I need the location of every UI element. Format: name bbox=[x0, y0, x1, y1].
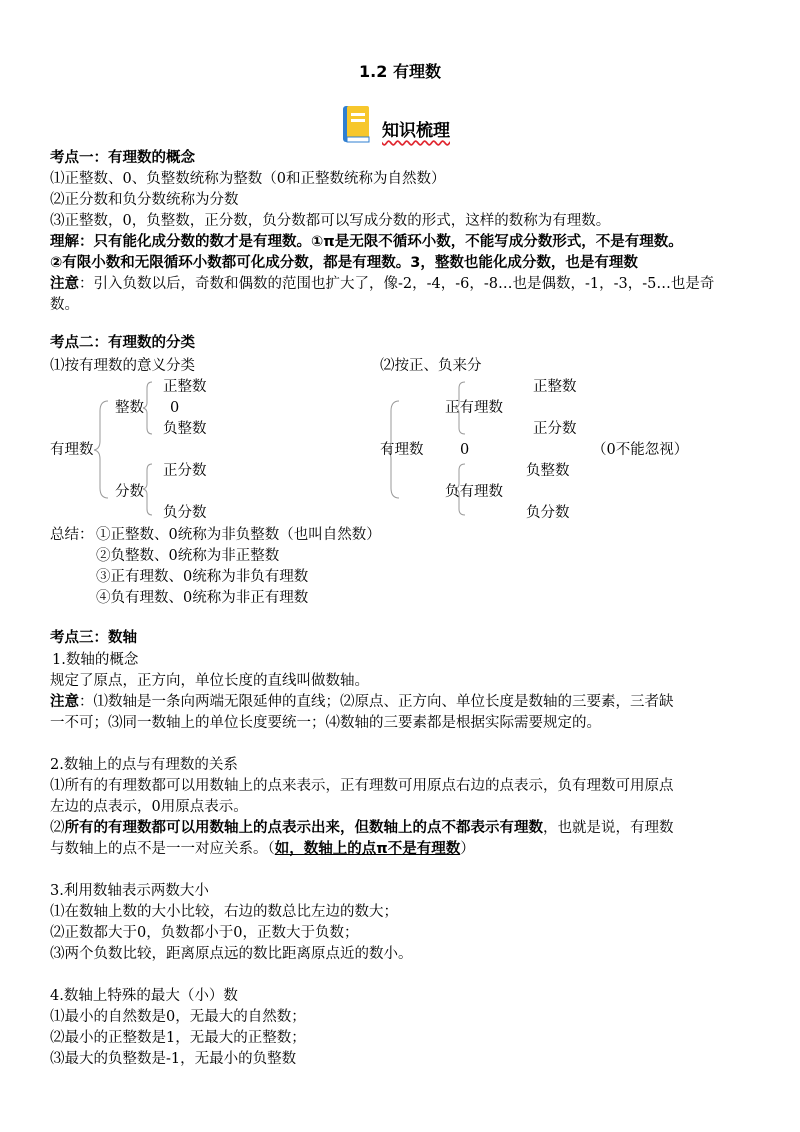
s3-p1-line-1: 规定了原点，正方向，单位长度的直线叫做数轴。 bbox=[50, 673, 369, 689]
s3-p2-title: 2.数轴上的点与有理数的关系 bbox=[50, 757, 238, 773]
page-title: 1.2 有理数 bbox=[359, 62, 441, 81]
s3-p4-line-2: ⑵最小的正整数是1，无最大的正整数； bbox=[50, 1030, 306, 1046]
s1-line-2: ⑵正分数和负分数统称为分数 bbox=[50, 192, 239, 208]
bold-span: 所有的有理数都可以用数轴上的点表示出来，但数轴上的点不都表示有理数 bbox=[64, 820, 543, 836]
summary-item: ④负有理数、0统称为非正有理数 bbox=[96, 590, 309, 606]
s1-line-3: ⑶正整数，0，负整数，正分数，负分数都可以写成分数的形式，这样的数称为有理数。 bbox=[50, 213, 611, 229]
s3-p1-title: 1.数轴的概念 bbox=[52, 652, 139, 668]
s1-understand-1: 理解：只有能化成分数的数才是有理数。①π是无限不循环小数，不能写成分数形式，不是有理数。 bbox=[50, 234, 683, 250]
right-root: 有理数 bbox=[380, 442, 424, 458]
left-fraction: 分数 bbox=[115, 484, 144, 500]
section-heading-3: 考点三：数轴 bbox=[50, 630, 137, 646]
left-pos-int: 正整数 bbox=[163, 379, 207, 395]
left-neg-int: 负整数 bbox=[163, 421, 207, 437]
classify-right-title: ⑵按正、负来分 bbox=[380, 358, 482, 374]
summary-item: ②负整数、0统称为非正整数 bbox=[96, 548, 280, 564]
right-zero: 0 bbox=[460, 442, 470, 458]
text-span: ，也就是说，有理数 bbox=[543, 820, 674, 836]
left-zero: 0 bbox=[170, 400, 180, 416]
s3-p1-note-2: 一不可；⑶同一数轴上的单位长度要统一；⑷数轴的三要素都是根据实际需要规定的。 bbox=[50, 715, 601, 731]
s3-p2-line-1: ⑴所有的有理数都可以用数轴上的点来表示，正有理数可用原点右边的点表示，负有理数可用原点 bbox=[50, 778, 674, 794]
text-span: 与数轴上的点不是一一对应关系。（ bbox=[50, 841, 275, 857]
s1-note-1 bbox=[50, 274, 714, 294]
right-pos-int: 正整数 bbox=[533, 379, 577, 395]
right-pos-frac: 正分数 bbox=[533, 421, 577, 437]
s3-p4-title: 4.数轴上特殊的最大（小）数 bbox=[50, 988, 238, 1004]
section-heading-2: 考点二：有理数的分类 bbox=[50, 335, 195, 351]
right-zero-note: （0不能忽视） bbox=[592, 442, 689, 458]
s1-line-1: ⑴正整数、0、负整数统称为整数（0和正整数统称为自然数） bbox=[50, 171, 446, 187]
s3-p3-title: 3.利用数轴表示两数大小 bbox=[50, 883, 209, 899]
left-pos-frac: 正分数 bbox=[163, 463, 207, 479]
s1-understand-2: ②有限小数和无限循环小数都可化成分数，都是有理数。3，整数也能化成分数，也是有理数 bbox=[50, 255, 638, 271]
text-span: ） bbox=[460, 841, 475, 857]
note-text: ：引入负数以后，奇数和偶数的范围也扩大了，像-2，-4，-6，-8…也是偶数，-1，-3，-5…也是奇 bbox=[79, 276, 715, 292]
s1-note-2: 数。 bbox=[50, 297, 79, 313]
s3-p1-note-1 bbox=[50, 692, 674, 712]
note-label: 注意 bbox=[50, 276, 79, 292]
right-neg-int: 负整数 bbox=[526, 463, 570, 479]
bold-underline-span: 如，数轴上的点π不是有理数 bbox=[274, 841, 461, 857]
s3-p4-line-3: ⑶最大的负整数是-1，无最小的负整数 bbox=[50, 1051, 297, 1067]
summary-item: ①正整数、0统称为非负整数（也叫自然数） bbox=[96, 527, 381, 543]
s3-p2-line-4 bbox=[50, 839, 475, 859]
s3-p4-line-1: ⑴最小的自然数是0，无最大的自然数； bbox=[50, 1009, 306, 1025]
note-label: 注意 bbox=[50, 694, 79, 710]
right-pos-rat: 正有理数 bbox=[445, 400, 503, 416]
section-heading-1: 考点一：有理数的概念 bbox=[50, 150, 195, 166]
note-text: ：⑴数轴是一条向两端无限延伸的直线；⑵原点、正方向、单位长度是数轴的三要素，三者缺 bbox=[79, 694, 674, 710]
s3-p2-line-3 bbox=[50, 818, 674, 838]
left-root: 有理数 bbox=[50, 442, 94, 458]
summary-label: 总结： bbox=[50, 527, 94, 543]
s3-p3-line-2: ⑵正数都大于0，负数都小于0，正数大于负数； bbox=[50, 925, 359, 941]
s3-p2-line-2: 左边的点表示，0用原点表示。 bbox=[50, 799, 248, 815]
left-integer: 整数 bbox=[115, 400, 144, 416]
right-neg-frac: 负分数 bbox=[526, 505, 570, 521]
classify-left-title: ⑴按有理数的意义分类 bbox=[50, 358, 195, 374]
section-badge: 知识梳理 bbox=[382, 121, 450, 141]
s3-p3-line-3: ⑶两个负数比较，距离原点远的数比距离原点近的数小。 bbox=[50, 946, 413, 962]
text-span: ⑵ bbox=[50, 820, 65, 836]
right-neg-rat: 负有理数 bbox=[445, 484, 503, 500]
s3-p3-line-1: ⑴在数轴上数的大小比较，右边的数总比左边的数大； bbox=[50, 904, 398, 920]
left-neg-frac: 负分数 bbox=[163, 505, 207, 521]
summary-item: ③正有理数、0统称为非负有理数 bbox=[96, 569, 309, 585]
